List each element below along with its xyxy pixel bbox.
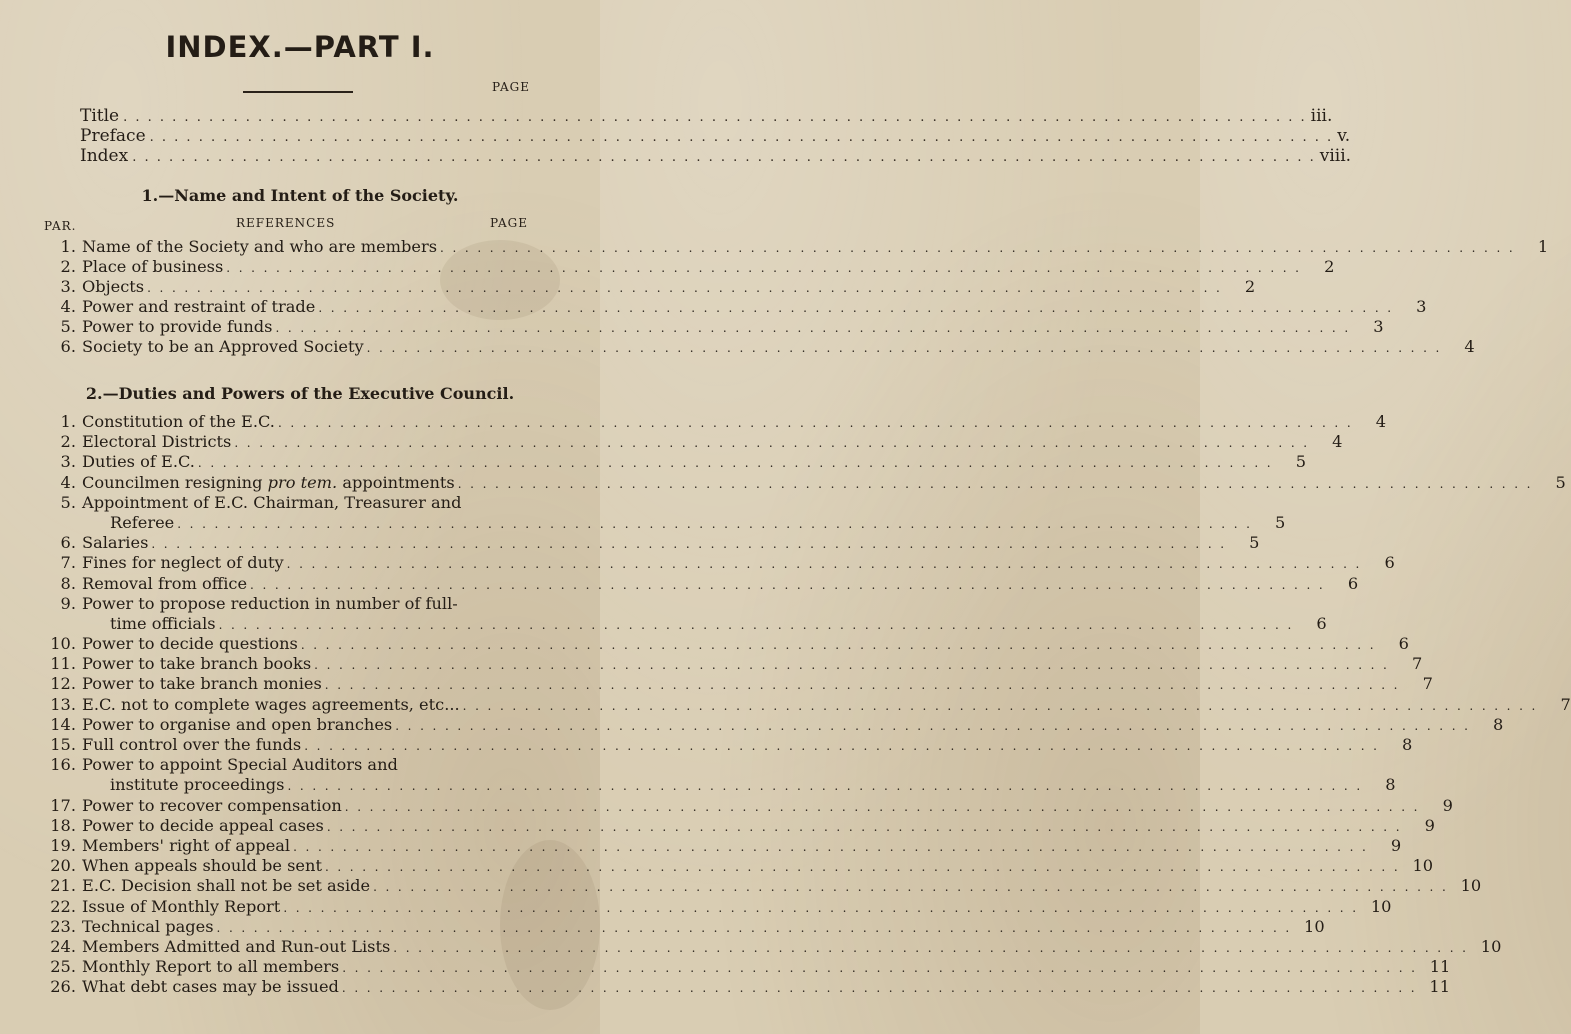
entry-text: Members Admitted and Run-out Lists (82, 936, 391, 956)
entry-text: Removal from office (82, 573, 248, 593)
index-entry (45, 714, 1504, 735)
entry-text: Power to appoint Special Auditors and (82, 755, 398, 775)
entry-page: 10 (1370, 896, 1392, 916)
entry-page: 9 (1424, 815, 1435, 835)
entry-page: 6 (1316, 613, 1327, 633)
entry-page: 8 (1385, 775, 1396, 795)
entry-text: Electoral Districts (82, 432, 232, 452)
dot-leader (151, 537, 1226, 551)
entry-text: Appointment of E.C. Chairman, Treasurer and (82, 492, 462, 512)
entry-page: 3 (1416, 297, 1427, 316)
front-matter-row (80, 146, 1352, 166)
dot-leader (393, 941, 1468, 955)
entry-page: 5 (1275, 512, 1286, 532)
entry-text: Power and restraint of trade (82, 297, 316, 316)
col-par-header: PAR. (44, 219, 77, 233)
entry-text: Power to decide appeal cases (82, 815, 324, 835)
entry-page: 6 (1384, 553, 1395, 573)
dot-leader (278, 416, 1353, 430)
dot-leader (177, 517, 1252, 531)
index-entry (45, 957, 1451, 977)
dot-leader (287, 557, 1362, 571)
entry-number: 6. (60, 337, 76, 356)
index-entry (45, 795, 1453, 816)
section1-title: 1.—Name and Intent of the Society. (141, 186, 459, 205)
entry-text-block (82, 493, 1285, 532)
entry-number: 5. (60, 317, 76, 336)
entry-number: 14. (50, 714, 76, 734)
index-entry (45, 936, 1502, 957)
dot-leader (287, 779, 1362, 793)
entry-text: Power to propose reduction in number of full- (82, 593, 458, 613)
entry-text: Power to provide funds (82, 317, 273, 336)
index-entry (45, 593, 1327, 634)
index-entry (45, 337, 1475, 357)
dot-leader (147, 281, 1222, 295)
entry-page: 3 (1373, 317, 1384, 336)
index-entry (45, 472, 1566, 493)
front-page-header: PAGE (492, 80, 530, 94)
entry-text (82, 473, 455, 492)
index-entry (45, 573, 1359, 594)
entry-page: 6 (1398, 634, 1409, 654)
front-matter-label: Preface (80, 126, 146, 146)
entry-page: 4 (1464, 337, 1475, 356)
entry-number: 3. (60, 277, 76, 296)
entry-continuation (82, 513, 1285, 532)
index-entry (45, 297, 1427, 317)
entry-text: Members' right of appeal (82, 835, 291, 855)
dot-leader (132, 150, 1316, 165)
entry-number: 8. (60, 573, 76, 593)
entry-number: 16. (50, 755, 76, 775)
entry-number: 6. (60, 533, 76, 553)
entry-page: 1 (1537, 237, 1549, 256)
entry-number: 18. (50, 815, 76, 835)
front-matter-label: Title (80, 106, 120, 126)
dot-leader (318, 301, 1393, 315)
index-entry (45, 856, 1434, 876)
entry-number: 24. (50, 936, 76, 956)
entry-number: 11. (50, 654, 76, 674)
index-entry (45, 835, 1402, 856)
front-matter-list (80, 106, 1352, 166)
entry-text: Monthly Report to all members (82, 957, 340, 977)
entry-number: 20. (50, 856, 76, 876)
dot-leader (342, 981, 1417, 995)
index-entry (45, 977, 1451, 997)
index-entry (45, 412, 1387, 432)
dot-leader (342, 961, 1417, 975)
entry-text: When appeals should be sent (82, 856, 322, 876)
entry-number: 2. (60, 257, 76, 276)
entry-text: E.C. not to complete wages agreements, etc... (82, 694, 460, 714)
entry-page: 6 (1347, 573, 1359, 593)
dot-leader (463, 699, 1538, 713)
index-entry (45, 237, 1549, 257)
entry-page: 11 (1429, 957, 1451, 977)
dot-leader (123, 110, 1307, 125)
title-rule (243, 91, 353, 93)
dot-leader (234, 436, 1309, 450)
page-title: INDEX.—PART I. (165, 30, 435, 64)
index-entry (45, 876, 1482, 896)
entry-text: Power to organise and open branches (82, 714, 393, 734)
entry-text-part: appointments (337, 472, 455, 492)
front-matter-row (80, 126, 1351, 146)
dot-leader (150, 130, 1334, 145)
entry-number: 1. (60, 412, 76, 431)
entry-continuation (82, 614, 1327, 633)
entry-number: 19. (50, 835, 76, 855)
entry-number: 1. (60, 237, 76, 256)
entry-text: What debt cases may be issued (82, 977, 339, 997)
entry-text-continued: time officials (110, 613, 216, 633)
index-entry (45, 432, 1343, 452)
entry-text: Fines for neglect of duty (82, 553, 284, 573)
index-entry (45, 317, 1384, 337)
entry-number: 23. (50, 916, 76, 936)
entry-page: 10 (1480, 936, 1502, 956)
dot-leader (304, 739, 1379, 753)
dot-leader (301, 638, 1376, 652)
index-entry (45, 896, 1392, 917)
entry-text: Society to be an Approved Society (82, 337, 364, 356)
entry-text-block (82, 755, 1396, 794)
dot-leader (325, 678, 1400, 692)
index-entry (45, 694, 1571, 715)
dot-leader (327, 820, 1402, 834)
front-matter-label: Index (80, 146, 129, 166)
entry-text-continued: Referee (110, 512, 175, 532)
entry-page: 7 (1422, 674, 1433, 694)
entry-number: 12. (50, 674, 76, 694)
section2-list (45, 412, 1571, 997)
entry-text: Constitution of the E.C. (82, 412, 275, 431)
entry-text: Place of business (82, 257, 224, 276)
index-entry (45, 277, 1256, 297)
entry-number: 26. (50, 977, 76, 997)
entry-page: 4 (1332, 432, 1343, 452)
index-entry (45, 257, 1335, 277)
dot-leader (275, 321, 1350, 335)
index-entry (45, 634, 1409, 654)
entry-page: 5 (1295, 452, 1307, 472)
entry-text: Full control over the funds (82, 735, 302, 755)
entry-text: Technical pages (82, 916, 214, 936)
entry-number: 25. (50, 957, 76, 977)
index-entry (45, 755, 1396, 795)
dot-leader (367, 341, 1442, 355)
dot-leader (217, 921, 1292, 935)
entry-number: 4. (60, 297, 76, 316)
front-matter-row (80, 106, 1333, 126)
entry-number: 3. (60, 452, 76, 472)
entry-text: E.C. Decision shall not be set aside (82, 876, 371, 896)
entry-text: Power to take branch monies (82, 674, 322, 694)
entry-text: Duties of E.C. (82, 452, 195, 472)
entry-page: 10 (1460, 876, 1482, 896)
entry-page: 8 (1493, 714, 1504, 734)
entry-number: 5. (60, 492, 76, 512)
entry-page: 8 (1402, 735, 1413, 755)
dot-leader (293, 840, 1368, 854)
dot-leader (345, 800, 1420, 814)
front-matter-page: iii. (1310, 106, 1333, 126)
col-references-header: REFERENCES (236, 216, 336, 230)
dot-leader (325, 860, 1400, 874)
entry-page: 7 (1411, 654, 1423, 674)
entry-number: 2. (60, 432, 76, 452)
entry-number: 13. (50, 694, 76, 714)
index-entry (45, 735, 1413, 755)
entry-page: 2 (1244, 277, 1256, 296)
entry-text-italic: pro tem. (267, 472, 338, 492)
entry-page: 9 (1390, 835, 1402, 855)
front-matter-page: viii. (1319, 146, 1352, 166)
dot-leader (219, 618, 1294, 632)
index-entry (45, 452, 1307, 472)
entry-text: Name of the Society and who are members (82, 237, 438, 256)
entry-number: 10. (50, 634, 76, 654)
dot-leader (458, 477, 1533, 491)
entry-text: Objects (82, 277, 145, 296)
index-entry (45, 533, 1260, 553)
entry-text: Salaries (82, 533, 149, 553)
entry-page: 5 (1249, 533, 1260, 553)
entry-text-part: Councilmen resigning (82, 472, 268, 492)
dot-leader (283, 901, 1358, 915)
entry-page: 7 (1560, 694, 1571, 714)
dot-leader (250, 578, 1325, 592)
entry-page: 10 (1304, 916, 1325, 936)
entry-number: 17. (50, 795, 76, 815)
col-page-header: PAGE (490, 216, 528, 230)
dot-leader (395, 719, 1470, 733)
entry-number: 9. (60, 593, 76, 613)
entry-number: 22. (50, 896, 76, 916)
entry-text: Power to decide questions (82, 634, 298, 654)
section2-title: 2.—Duties and Powers of the Executive Council. (85, 384, 515, 403)
entry-page: 9 (1442, 795, 1453, 815)
index-entry (45, 674, 1433, 694)
entry-text-continued: institute proceedings (110, 775, 285, 795)
index-entry (45, 815, 1435, 836)
index-entry (45, 654, 1423, 674)
dot-leader (373, 880, 1448, 894)
front-matter-page: v. (1337, 126, 1351, 146)
index-entry (45, 492, 1286, 533)
entry-text-block (82, 594, 1327, 633)
entry-page: 4 (1375, 412, 1387, 431)
dot-leader (440, 241, 1515, 255)
dot-leader (226, 261, 1301, 275)
entry-number: 21. (50, 876, 76, 896)
dot-leader (314, 658, 1389, 672)
entry-number: 15. (50, 735, 76, 755)
index-entry (45, 553, 1395, 573)
entry-text: Issue of Monthly Report (82, 896, 281, 916)
entry-number: 7. (60, 553, 76, 573)
entry-page: 5 (1555, 472, 1566, 492)
entry-number: 4. (60, 472, 76, 492)
entry-continuation (82, 775, 1396, 794)
section1-list (45, 237, 1549, 357)
entry-text: Power to take branch books (82, 654, 312, 674)
entry-page: 11 (1429, 977, 1451, 997)
entry-text: Power to recover compensation (82, 795, 342, 815)
dot-leader (198, 456, 1273, 470)
index-entry (45, 916, 1325, 937)
entry-page: 10 (1412, 856, 1434, 876)
entry-page: 2 (1324, 257, 1335, 276)
